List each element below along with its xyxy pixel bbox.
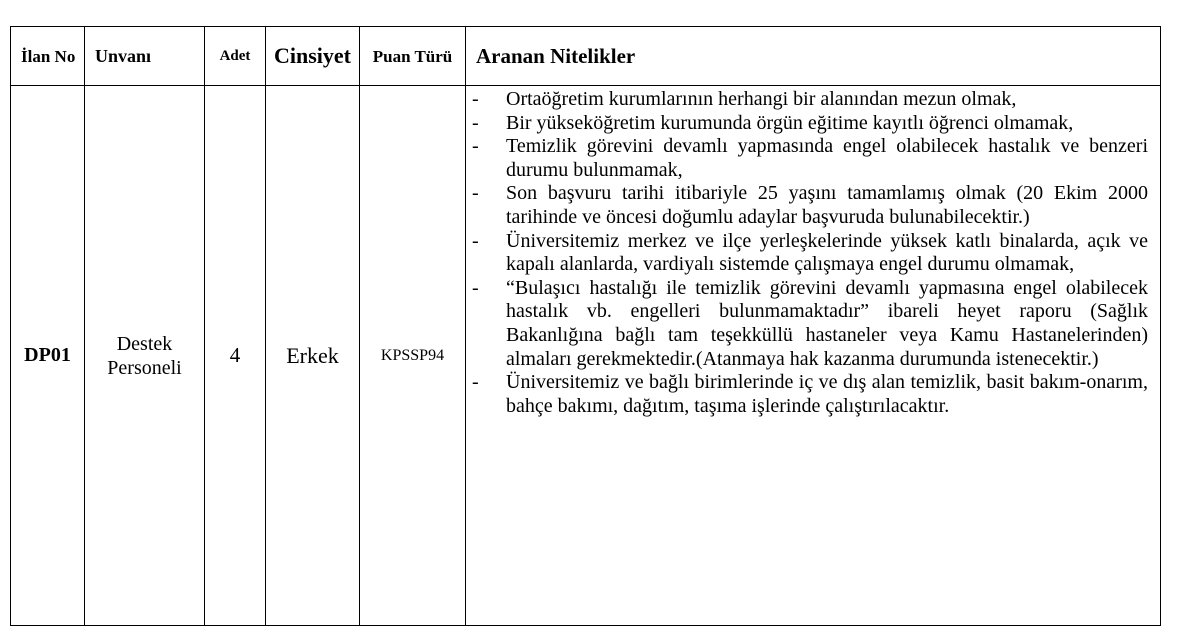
header-ilan-no: İlan No xyxy=(11,27,85,86)
header-puan-turu: Puan Türü xyxy=(360,27,466,86)
bullet-dash: - xyxy=(472,111,479,134)
bullet-dash: - xyxy=(472,135,479,158)
requirement-item xyxy=(472,135,1148,182)
header-unvani: Unvanı xyxy=(85,27,205,86)
requirement-text: Bir yükseköğretim kurumunda örgün eğitime kayıtlı öğrenci olmamak, xyxy=(506,111,1074,134)
requirement-item xyxy=(472,230,1148,277)
header-adet: Adet xyxy=(205,27,266,86)
cell-unvani xyxy=(85,86,205,626)
cell-aranan-nitelikler xyxy=(466,86,1161,626)
requirement-item xyxy=(472,182,1148,229)
requirement-item xyxy=(472,88,1148,112)
bullet-dash: - xyxy=(472,229,479,252)
cell-ilan-no: DP01 xyxy=(11,86,85,626)
requirement-text: Temizlik görevini devamlı yapmasında engel olabilecek hastalık ve benzeri durumu bulunmamak, xyxy=(506,135,1148,181)
job-listing-table xyxy=(10,26,1161,626)
requirement-item xyxy=(472,112,1148,136)
requirement-text: Üniversitemiz merkez ve ilçe yerleşkelerinde yüksek katlı binalarda, açık ve kapalı alanlarda, vardiyalı sistemde çalışmaya engel durumu olmamak, xyxy=(506,229,1148,276)
requirement-item xyxy=(472,371,1148,418)
requirement-item xyxy=(472,277,1148,371)
requirement-text: “Bulaşıcı hastalığı ile temizlik görevini devamlı yapmasına engel olabilecek hastalık vb. engelleri bulunmamaktadır” ibareli heyet raporu (Sağlık Bakanlığına bağlı tam teşekküllü hastaneler veya Kamu Hastanelerinden) almaları gerekmektedir.(Atanmaya hak kazanma durumunda istenecektir.) xyxy=(506,276,1148,370)
cell-adet: 4 xyxy=(205,86,266,626)
requirement-text: Üniversitemiz ve bağlı birimlerinde iç ve dış alan temizlik, basit bakım-onarım, bahçe bakımı, dağıtım, taşıma işlerinde çalıştırılacaktır. xyxy=(506,371,1148,417)
bullet-dash: - xyxy=(472,371,479,394)
bullet-dash: - xyxy=(472,182,479,205)
cell-puan-turu: KPSSP94 xyxy=(360,86,466,626)
requirement-text: Ortaöğretim kurumlarının herhangi bir alanından mezun olmak, xyxy=(506,88,1017,110)
bullet-dash: - xyxy=(472,88,479,110)
table-row xyxy=(11,86,1161,626)
bullet-dash: - xyxy=(472,276,479,299)
requirement-text: Son başvuru tarihi itibariyle 25 yaşını tamamlamış olmak (20 Ekim 2000 tarihinde ve öncesi doğumlu adaylar başvuruda bulunabilecektir.) xyxy=(506,182,1148,228)
header-aranan-nitelikler: Aranan Nitelikler xyxy=(466,27,1161,86)
header-row xyxy=(11,27,1161,86)
cell-cinsiyet: Erkek xyxy=(266,86,360,626)
unvani-text: Destek Personeli xyxy=(107,332,182,379)
requirements-list xyxy=(472,88,1148,418)
header-cinsiyet: Cinsiyet xyxy=(266,27,360,86)
